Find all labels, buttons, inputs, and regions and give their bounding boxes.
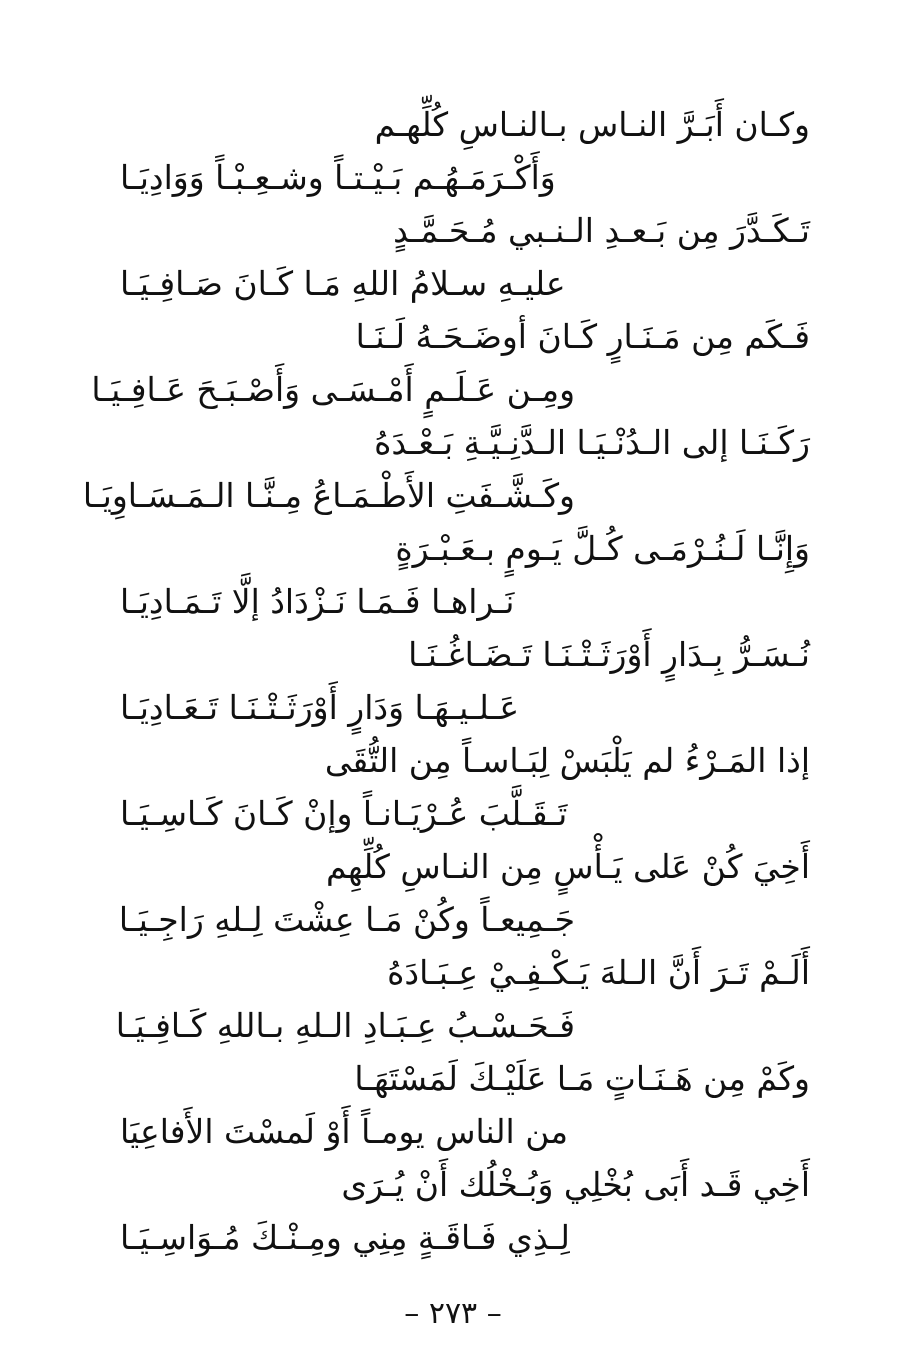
- verse-first-hemistich: تَـكَـدَّرَ مِن بَـعـدِ الـنـبي مُـحَـمَّـدٍ: [393, 211, 810, 250]
- poem: [0, 98, 906, 1264]
- verse-second-hemistich: لِـذِي فَـاقَـةٍ مِنِي ومِـنْـكَ مُـوَاسِـيَـا: [120, 1218, 570, 1257]
- verse: [0, 840, 906, 946]
- verse-second-hemistich: عَـلـيـهَـا وَدَارٍ أَوْرَثَـتْـنَـا تَـعَـادِيَـا: [120, 688, 520, 727]
- page-number: – ٢٧٣ –: [404, 1296, 502, 1331]
- verse-first-hemistich: أَخِي قَـد أَبَى بُخْلِي وَبُـخْلُك أَنْ يُـرَى: [341, 1165, 810, 1204]
- verse-first-hemistich: أَخِيَ كُنْ عَلى يَـأْسٍ مِن النـاسِ كُلِّهِم: [326, 847, 810, 886]
- verse: [0, 734, 906, 840]
- verse-second-hemistich: من الناس يومـاً أَوْ لَمسْتَ الأَفاعِيَا: [120, 1112, 568, 1151]
- verse: [0, 416, 906, 522]
- verse-first-hemistich: فَـكَم مِن مَـنَـارٍ كَـانَ أوضَـحَـهُ لَـنَـا: [355, 317, 810, 356]
- verse-first-hemistich: أَلَـمْ تَـرَ أَنَّ الـلهَ يَـكْـفِـيْ عِـبَـادَهُ: [387, 953, 810, 992]
- verse-second-hemistich: نَـراهـا فَـمَـا نَـزْدَادُ إلَّا تَـمَـادِيَـا: [120, 582, 515, 621]
- verse-first-hemistich: وكَمْ مِن هَـنَـاتٍ مَـا عَلَيْـكَ لَمَسْتَهَـا: [354, 1059, 810, 1098]
- verse: [0, 628, 906, 734]
- verse: [0, 522, 906, 628]
- verse-first-hemistich: نُـسَـرُّ بِـدَارٍ أَوْرَثَـتْـنَـا تَـضَـاغُـنَـا: [408, 635, 810, 674]
- verse-first-hemistich: إذا المَـرْءُ لم يَلْبَسْ لِبَـاسـاً مِن التُّقَى: [324, 741, 810, 780]
- verse: [0, 98, 906, 204]
- verse-second-hemistich: تَـقَـلَّبَ عُـرْيَـانـاً وإنْ كَـانَ كَـاسِـيَـا: [120, 794, 568, 833]
- verse-second-hemistich: وَأَكْـرَمَـهُـم بَـيْـتـاً وشـعِـبْـاً وَوَادِيَـا: [120, 158, 556, 197]
- verse: [0, 1052, 906, 1158]
- verse: [0, 946, 906, 1052]
- verse-second-hemistich: عليـهِ سـلامُ اللهِ مَـا كَـانَ صَـافِـيَـا: [120, 264, 566, 303]
- verse-second-hemistich: ومِـن عَـلَـمٍ أَمْـسَـى وَأَصْـبَـحَ عَـافِـيَـا: [91, 370, 575, 409]
- verse: [0, 310, 906, 416]
- verse-second-hemistich: وكَـشَّـفَتِ الأَطْـمَـاعُ مِـنَّـا الـمَـسَـاوِيَـا: [82, 476, 575, 515]
- verse-first-hemistich: وَإِنَّـا لَـنُـرْمَـى كُـلَّ يَـومٍ بـعَـبْـرَةٍ: [395, 529, 810, 568]
- verse: [0, 1158, 906, 1264]
- verse-first-hemistich: رَكَـنَـا إلى الـدُنْـيَـا الـدَّنِـيَّـةِ بَـعْـدَهُ: [374, 423, 810, 462]
- verse: [0, 204, 906, 310]
- verse-second-hemistich: جَـمِيعـاً وكُنْ مَـا عِشْتَ لِـلهِ رَاجِـيَـا: [118, 900, 575, 939]
- verse-second-hemistich: فَـحَـسْـبُ عِـبَـادِ الـلهِ بـاللهِ كَـافِـيَـا: [115, 1006, 575, 1045]
- verse-first-hemistich: وكـان أَبَـرَّ النـاس بـالنـاسِ كُلِّهـم: [374, 105, 810, 144]
